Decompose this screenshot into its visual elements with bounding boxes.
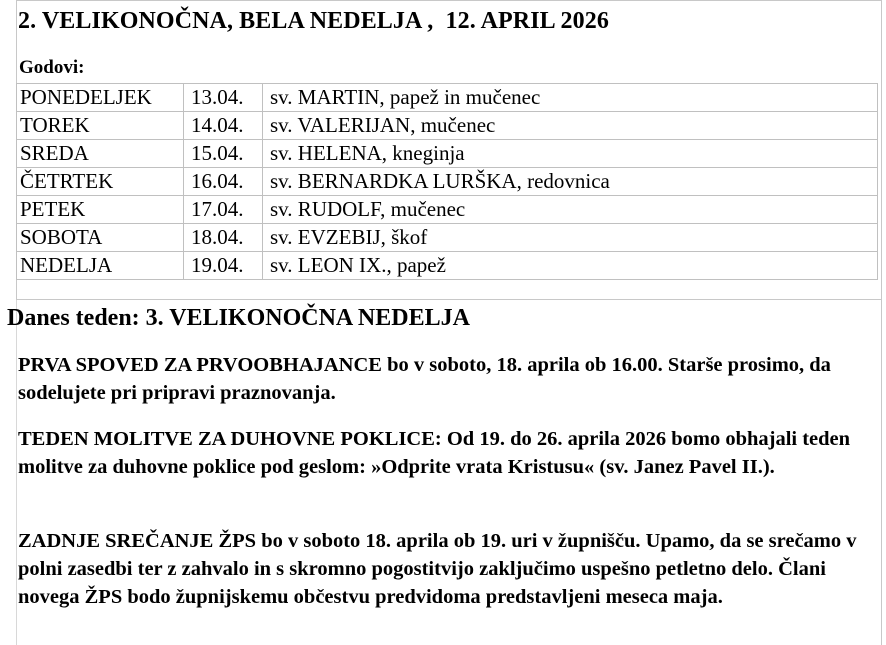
text-boundary-top — [16, 0, 882, 1]
feast-date: 18.04. — [184, 224, 263, 252]
feast-day: PONEDELJEK — [17, 84, 184, 112]
feast-saint: sv. VALERIJAN, mučenec — [263, 112, 878, 140]
feast-date: 13.04. — [184, 84, 263, 112]
feast-saint: sv. LEON IX., papež — [263, 252, 878, 280]
notice-vocations-week: TEDEN MOLITVE ZA DUHOVNE POKLICE: Od 19. do 26. aprila 2026 bomo obhajali teden molitve za duhovne poklice pod geslom: »Odprite vrata Kristusu« (sv. Janez Pavel II.). — [18, 428, 851, 478]
feast-saint: sv. RUDOLF, mučenec — [263, 196, 878, 224]
feast-date: 19.04. — [184, 252, 263, 280]
feasts-table — [16, 83, 878, 280]
text-boundary-bottom — [16, 299, 882, 300]
notice-parish-council: ZADNJE SREČANJE ŽPS bo v soboto 18. aprila ob 19. uri v župnišču. Upamo, da se srečamo v polni zasedbi ter z zahvalo in s skromno pogostitvijo zaključimo uspešno petletno delo. Člani novega ŽPS bodo župnijskemu občestvu predvidoma predstavljeni meseca maja. — [18, 530, 857, 608]
table-row — [17, 168, 878, 196]
notice-first-confession: PRVA SPOVED ZA PRVOOBHAJANCE bo v soboto, 18. aprila ob 16.00. Starše prosimo, da sodelujete pri pripravi praznovanja. — [18, 354, 831, 404]
feast-day: SREDA — [17, 140, 184, 168]
table-row — [17, 84, 878, 112]
table-row — [17, 252, 878, 280]
table-row — [17, 224, 878, 252]
feast-date: 14.04. — [184, 112, 263, 140]
page-title: 2. VELIKONOČNA, BELA NEDELJA , 12. APRIL 2026 — [18, 8, 609, 34]
text-boundary-left-lower — [16, 300, 17, 645]
feast-day: TOREK — [17, 112, 184, 140]
feast-saint: sv. BERNARDKA LURŠKA, redovnica — [263, 168, 878, 196]
feast-day: NEDELJA — [17, 252, 184, 280]
feast-day: PETEK — [17, 196, 184, 224]
table-row — [17, 196, 878, 224]
feast-day: SOBOTA — [17, 224, 184, 252]
week-heading: Danes teden: 3. VELIKONOČNA NEDELJA — [7, 305, 470, 331]
feast-date: 16.04. — [184, 168, 263, 196]
feasts-heading: Godovi: — [19, 57, 85, 78]
feast-saint: sv. EVZEBIJ, škof — [263, 224, 878, 252]
feast-day: ČETRTEK — [17, 168, 184, 196]
feast-saint: sv. MARTIN, papež in mučenec — [263, 84, 878, 112]
table-row — [17, 140, 878, 168]
feast-date: 17.04. — [184, 196, 263, 224]
table-row — [17, 112, 878, 140]
feast-saint: sv. HELENA, kneginja — [263, 140, 878, 168]
text-boundary-right — [881, 0, 882, 645]
feast-date: 15.04. — [184, 140, 263, 168]
